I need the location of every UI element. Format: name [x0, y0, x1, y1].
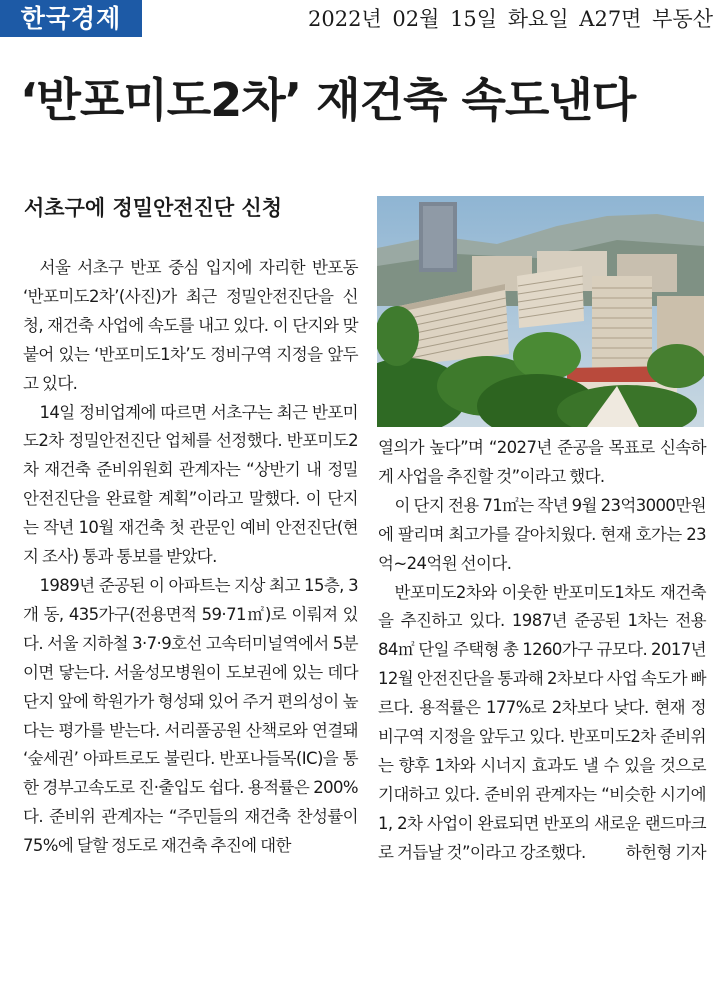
article-column-1 [23, 254, 358, 861]
dateline: 2022년 02월 15일 화요일 A27면 부동산 [307, 7, 713, 31]
paragraph: 14일 정비업계에 따르면 서초구는 최근 반포미도2차 정밀안전진단 업체를 선정했다. 반포미도2차 재건축 준비위원회 관계자는 “상반기 내 정밀안전진단을 완료할 계획”이라고 말했다. 이 단지는 작년 10월 재건축 첫 관문인 예비 안전진단(현지 조사) 통과 통보를 받았다. [23, 402, 358, 567]
paragraph: 이 단지 전용 71㎡는 작년 9월 23억3000만원에 팔리며 최고가를 갈아치웠다. 현재 호가는 23억~24억원 선이다. [378, 495, 706, 573]
newspaper-logo: 한국경제 [0, 0, 142, 37]
apartment-complex-photo [377, 196, 704, 427]
byline: 하헌형 기자 [625, 842, 706, 862]
paragraph: 열의가 높다”며 “2027년 준공을 목표로 신속하게 사업을 추진할 것”이라고 했다. [378, 438, 706, 486]
paragraph: 1989년 준공된 이 아파트는 지상 최고 15층, 3개 동, 435가구(전용면적 59·71㎡)로 이뤄져 있다. 서울 지하철 3·7·9호선 고속터미널역에서 5분이면 닿는다. 서울성모병원이 도보권에 있는 데다 단지 앞에 학원가가 형성돼 있어 주거 편의성이 높다는 평가를 받는다. 서리풀공원 산책로와 연결돼 ‘숲세권’ 아파트로도 불린다. 반포나들목(IC)을 통한 경부고속도로 진·출입도 쉽다. 용적률은 200%다. 준비위 관계자는 “주민들의 재건축 찬성률이 75%에 달할 정도로 재건축 추진에 대한 [23, 575, 358, 856]
photo-illustration [377, 196, 704, 427]
article-column-2 [378, 434, 706, 868]
headline: ‘반포미도2차’ 재건축 속도낸다 [20, 73, 636, 127]
paragraph: 서울 서초구 반포 중심 입지에 자리한 반포동 ‘반포미도2차’(사진)가 최근 정밀안전진단을 신청, 재건축 사업에 속도를 내고 있다. 이 단지와 맞붙어 있는 ‘반포미도1차’도 정비구역 지정을 앞두고 있다. [23, 258, 358, 393]
subheadline: 서초구에 정밀안전진단 신청 [24, 196, 283, 220]
paragraph: 반포미도2차와 이웃한 반포미도1차도 재건축을 추진하고 있다. 1987년 준공된 1차는 전용 84㎡ 단일 주택형 총 1260가구 규모다. 2017년 12월 안전진단을 통과해 2차보다 사업 속도가 빠르다. 용적률은 177%로 2차보다 낮다. 현재 정비구역 지정을 앞두고 있다. 반포미도2차 준비위는 향후 1차와 시너지 효과도 낼 수 있을 것으로 기대하고 있다. 준비위 관계자는 “비슷한 시기에 1, 2차 사업이 완료되면 반포의 새로운 랜드마크로 거듭날 것”이라고 강조했다. [378, 582, 706, 862]
